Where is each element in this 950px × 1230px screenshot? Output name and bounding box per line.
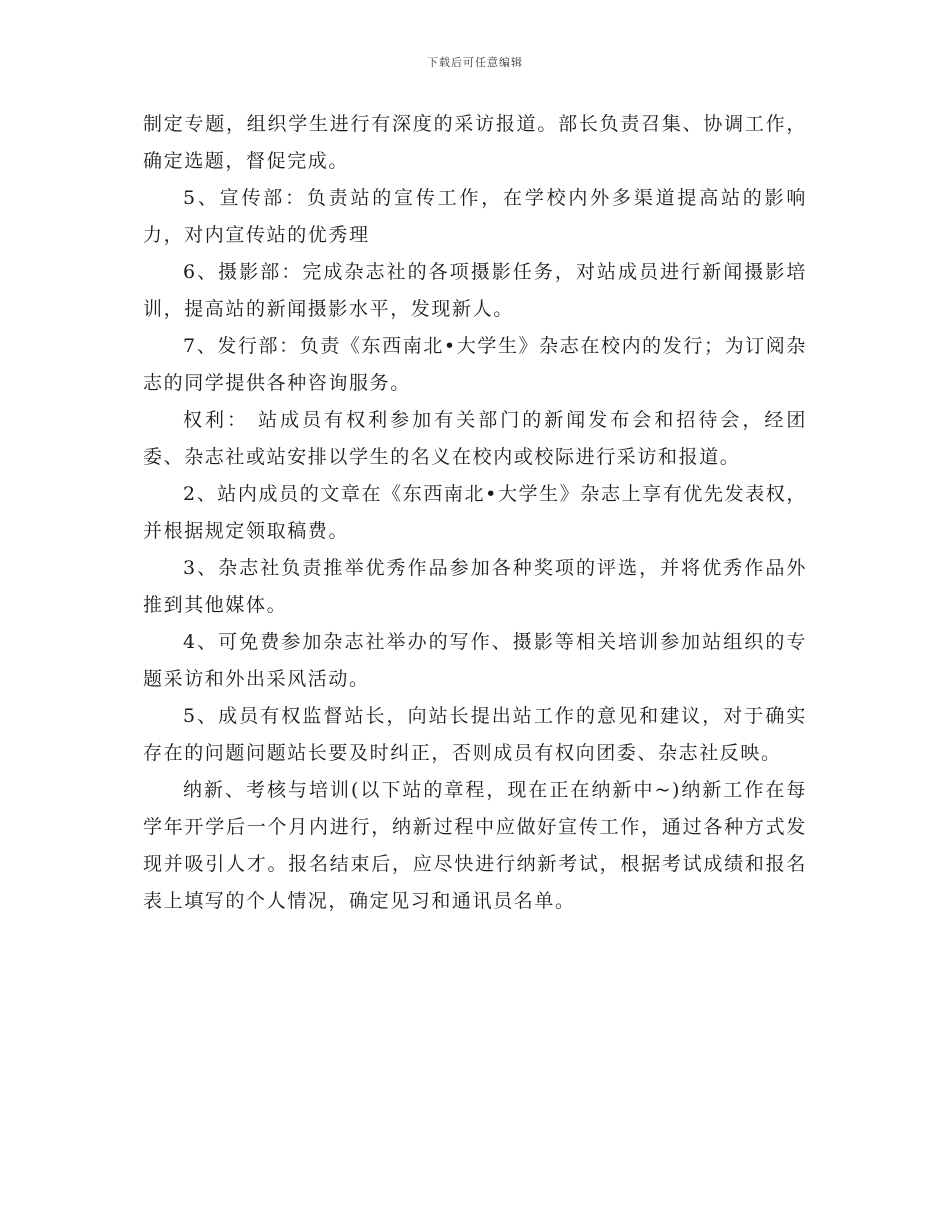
paragraph-publicity-dept: 5、宣传部：负责站的宣传工作，在学校内外多渠道提高站的影响力，对内宣传站的优秀理: [143, 187, 807, 246]
paragraph-rights-4: 4、可免费参加杂志社举办的写作、摄影等相关培训参加站组织的专题采访和外出采风活动。: [143, 631, 807, 690]
paragraph-recruitment: 纳新、考核与培训(以下站的章程，现在正在纳新中~)纳新工作在每学年开学后一个月内进行，纳新过程中应做好宣传工作，通过各种方式发现并吸引人才。报名结束后，应尽快进行纳新考试，根据考试成绩和报名表上填写的个人情况，确定见习和通讯员名单。: [143, 779, 807, 912]
paragraph-rights-3: 3、杂志社负责推举优秀作品参加各种奖项的评选，并将优秀作品外推到其他媒体。: [143, 557, 807, 616]
paragraph-rights-5: 5、成员有权监督站长，向站长提出站工作的意见和建议，对于确实存在的问题问题站长要及时纠正，否则成员有权向团委、杂志社反映。: [143, 705, 807, 764]
paragraph-continuation: 制定专题，组织学生进行有深度的采访报道。部长负责召集、协调工作，确定选题，督促完成。: [143, 113, 807, 172]
paragraph-rights-2: 2、站内成员的文章在《东西南北•大学生》杂志上享有优先发表权，并根据规定领取稿费。: [143, 483, 807, 542]
paragraph-rights: 权利： 站成员有权利参加有关部门的新闻发布会和招待会，经团委、杂志社或站安排以学生的名义在校内或校际进行采访和报道。: [143, 409, 807, 468]
document-body: [143, 106, 807, 920]
paragraph-photography-dept: 6、摄影部：完成杂志社的各项摄影任务，对站成员进行新闻摄影培训，提高站的新闻摄影水平，发现新人。: [143, 261, 807, 320]
page-header: 下载后可任意编辑: [427, 56, 523, 69]
paragraph-distribution-dept: 7、发行部：负责《东西南北•大学生》杂志在校内的发行；为订阅杂志的同学提供各种咨询服务。: [143, 335, 807, 394]
